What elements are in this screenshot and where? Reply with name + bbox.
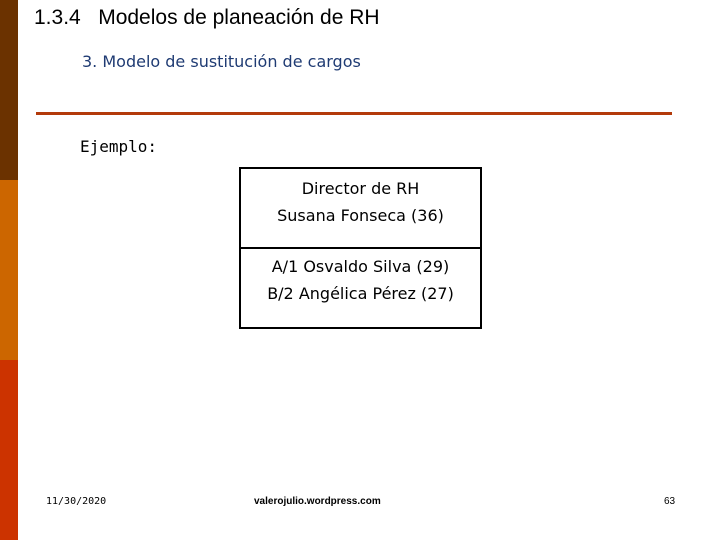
- footer-site: valerojulio.wordpress.com: [254, 496, 381, 507]
- footer-date: 11/30/2020: [46, 496, 107, 507]
- divider-rule: [36, 112, 672, 115]
- candidate-1: A/1 Osvaldo Silva (29): [271, 257, 450, 276]
- slide-subtitle: 3. Modelo de sustitución de cargos: [82, 52, 361, 71]
- sidebar-segment-middle: [0, 180, 18, 360]
- box-position-section: [241, 169, 480, 249]
- sidebar-segment-top: [0, 0, 18, 180]
- box-candidates-section: [241, 249, 480, 307]
- sidebar-segment-bottom: [0, 360, 18, 540]
- example-label: Ejemplo:: [80, 137, 158, 156]
- replacement-chart-box: [239, 167, 482, 329]
- position-holder: Susana Fonseca (36): [277, 206, 444, 225]
- footer-page-number: 63: [664, 496, 676, 507]
- candidate-2: B/2 Angélica Pérez (27): [267, 284, 454, 303]
- slide-title: 1.3.4 Modelos de planeación de RH: [34, 6, 380, 29]
- position-title: Director de RH: [301, 179, 420, 198]
